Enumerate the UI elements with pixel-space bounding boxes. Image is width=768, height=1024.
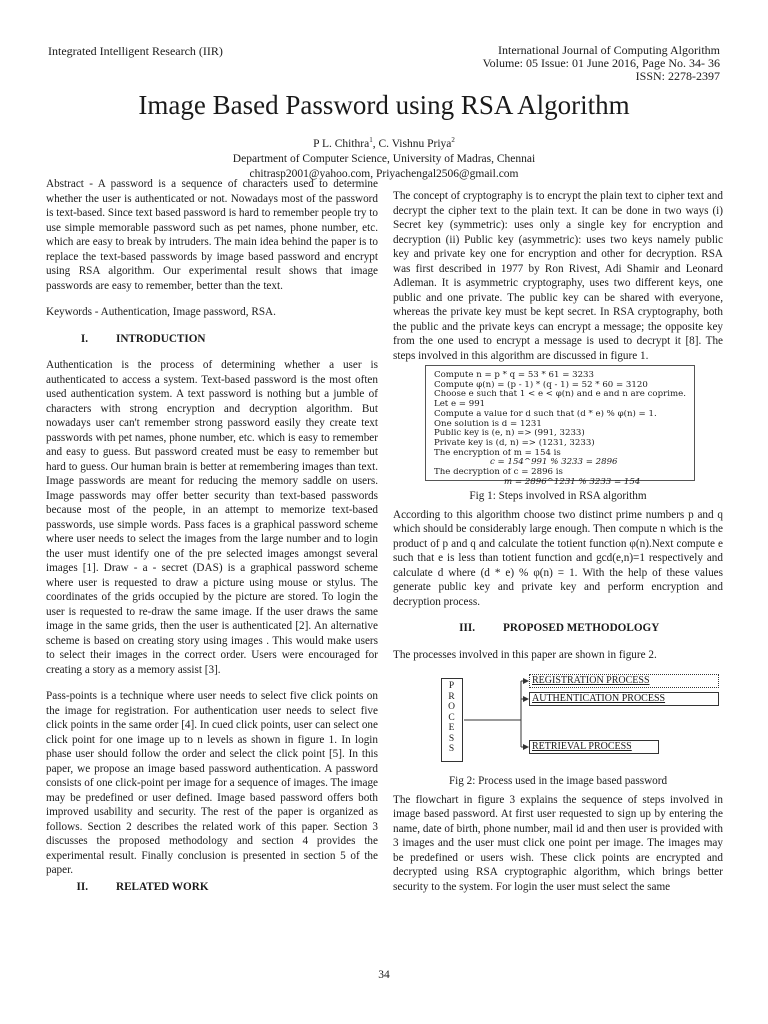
figure-2-caption: Fig 2: Process used in the image based password — [448, 775, 668, 787]
intro-paragraph-1: Authentication is the process of determining whether a user is authenticated to access a system. Text-based password is the most often used authentication system. A text password is nothing but a jumble of characters with strong encryption and decryption algorithm. But nowadays user can't remember strong password easily they create text passwords with pet names, phone number, etc. which is easy to remember and easy to guess. But password created must be easy to remember but hard to guess. Our human brain is better at remembering images than text. Image passwords are meant for reducing the memory saddle on users. Image passwords may offer better security than text-based passwords because most of the people, in an attempt to memorize text-based passwords, use simple words. Pass faces is a graphical password scheme where user needs to select the images from the large number and to login the user must identify one of the pre selected images amongst several images [1]. Draw - a - secret (DAS) is a graphical password scheme where user is requested to draw a picture using mouse or stylus. The coordinates of the grids occupied by the picture are stored. To login the user is requested to re-draw the same image. If the user draws the same image in the same grids, then the user is authenticated [2]. An alternative scheme is based on creating story using images . This would make users to select their images in the correct order. Users were encouraged for creating a story as a memory assist [3]. — [46, 359, 378, 676]
section-title: INTRODUCTION — [116, 332, 206, 345]
author-1: P L. Chithra — [313, 137, 370, 150]
journal-info — [483, 44, 720, 83]
section-number: II. — [76, 880, 88, 893]
fig1-line: m = 2896^1231 % 3233 = 154 — [504, 477, 641, 487]
page-number: 34 — [378, 969, 390, 981]
section-number: III. — [459, 622, 475, 634]
fig1-line: Public key is (e, n) => (991, 3233) — [434, 429, 585, 439]
section-heading-proposed-methodology — [393, 621, 723, 636]
fig2-letter: C — [448, 712, 456, 723]
author-names — [0, 133, 768, 152]
right-column — [393, 189, 723, 896]
fig1-line: The decryption of c = 2896 is — [434, 468, 563, 478]
fig1-line: c = 154^991 % 3233 = 2896 — [490, 458, 618, 468]
keywords: Keywords - Authentication, Image password, RSA. — [46, 306, 276, 318]
author-separator: , — [372, 137, 379, 150]
author-2: C. Vishnu Priya — [378, 137, 452, 150]
fig1-line: One solution is d = 1231 — [434, 419, 542, 429]
fig2-letter: P — [448, 681, 456, 691]
rsa-paragraph: According to this algorithm choose two distinct prime numbers p and q which should be considerably large enough. Then compute n which is the product of p and q and calculate the totient function φ(n).Next compute e such that e is less than totient function and gcd(e,n)=1 respectively and calculate d where (d * e) % φ(n) = 1. With the help of these values generate public key and private key and perform encryption and decryption process. — [393, 508, 723, 608]
journal-name: International Journal of Computing Algorithm — [498, 43, 720, 57]
fig1-line: Choose e such that 1 < e < φ(n) and e and n are coprime. — [434, 390, 686, 400]
journal-publisher: Integrated Intelligent Research (IIR) — [48, 44, 223, 58]
author-block — [0, 133, 768, 182]
paper-title: Image Based Password using RSA Algorithm — [138, 90, 630, 120]
author-2-affil: 2 — [451, 136, 455, 144]
journal-issn: ISSN: 2278-2397 — [635, 69, 720, 83]
author-emails: chitrasp2001@yahoo.com, Priyachengal2506@gmail.com — [249, 167, 519, 180]
fig1-line: Private key is (d, n) => (1231, 3233) — [434, 438, 595, 448]
intro-paragraph-2: Pass-points is a technique where user needs to select five click points on the image for registration. For authentication user needs to select five click points in the same order [4]. In cued click points, user can select one click point for one image up to n levels as shown in figure 1. In login phase user should follow the order and select the click point [5]. In this paper, we propose an image based password authentication. A password consists of one click-point per image for a sequence of images. The image may be predefined or user defined. Image based password offers both improved usability and security. The rest of the paper is organized as follows. Section 2 describes the related work of this paper. Section 3 discusses the proposed methodology and section 4 provides the experimental result. Finally conclusion is presented in section 5 of the paper. — [46, 690, 378, 876]
fig2-letter: E — [448, 723, 456, 733]
fig1-line: The encryption of m = 154 is — [434, 448, 561, 458]
section-heading-related-work — [46, 880, 378, 895]
fig2-letter: O — [448, 702, 456, 712]
fig2-process-box — [441, 678, 463, 762]
figure-2-process-diagram — [429, 674, 729, 766]
fig2-registration-box: REGISTRATION PROCESS — [529, 674, 719, 688]
section-heading-introduction — [46, 332, 378, 347]
section-title: PROPOSED METHODOLOGY — [503, 622, 660, 634]
fig2-authentication-box: AUTHENTICATION PROCESS — [529, 692, 719, 706]
figure-1-rsa-steps — [425, 365, 695, 487]
figure-1-caption: Fig 1: Steps involved in RSA algorithm — [469, 490, 647, 502]
abstract: Abstract - A password is a sequence of characters used to determine whether the user is authenticated or not. Nowadays most of the password is text-based. Since text based password is hard to remember people try to use simple memorable password such as pet names, phone number, etc. which are easy to break by intruders. The main idea behind the paper is to replace the text-based passwords by image based password and encrypt using RSA algorithm. Our experimental result shows that image passwords are easy to remember, better than the text. — [46, 178, 378, 292]
fig2-letter: S — [448, 744, 456, 754]
fig1-line: Compute a value for d such that (d * e) % φ(n) = 1. — [434, 409, 657, 419]
left-column — [46, 177, 378, 894]
fig2-letter: S — [448, 733, 456, 744]
flowchart-paragraph: The flowchart in figure 3 explains the sequence of steps involved in image based password. At first user requested to sign up by entering the name, date of birth, phone number, mail id and then user is provided with 3 images and the user must click one point per image. The images may be predefined or users wish. These click points are encrypted and decrypted using RSA cryptographic algorithm, which brings better security to the system. For login the user must select the same — [393, 793, 723, 893]
section-title: RELATED WORK — [116, 880, 209, 893]
fig1-line: Compute φ(n) = (p - 1) * (q - 1) = 52 * 60 = 3120 — [434, 380, 648, 390]
affiliation: Department of Computer Science, University of Madras, Chennai — [232, 152, 536, 165]
journal-volume: Volume: 05 Issue: 01 June 2016, Page No. 34- 36 — [482, 56, 720, 70]
fig2-retrieval-box: RETRIEVAL PROCESS — [529, 740, 659, 754]
fig2-letter: R — [448, 691, 456, 702]
process-paragraph: The processes involved in this paper are shown in figure 2. — [393, 648, 657, 661]
fig1-line: Let e = 991 — [434, 400, 486, 410]
cryptography-paragraph: The concept of cryptography is to encrypt the plain text to cipher text and decrypt the cipher text to the plain text. It can be done in two ways (i) Secret key (symmetric): uses only a single key for encryption and decryption (ii) Public key (asymmetric): uses two keys namely public key and private key one for encryption and other for decryption. RSA was first described in 1977 by Ron Rivest, Adi Shamir and Leonard Adleman. It is asymmetric cryptography, uses two different keys, one public and one private. The public key can be shared with everyone, whereas the private key must be kept secret. In RSA cryptography, both the public and the private keys can encrypt a message; the opposite key from the one used to encrypt a message is used to decrypt it [8]. The steps involved in this algorithm are discussed in figure 1. — [393, 190, 723, 362]
author-1-affil: 1 — [369, 136, 373, 144]
section-number: I. — [80, 332, 88, 345]
fig1-line: Compute n = p * q = 53 * 61 = 3233 — [434, 371, 594, 380]
